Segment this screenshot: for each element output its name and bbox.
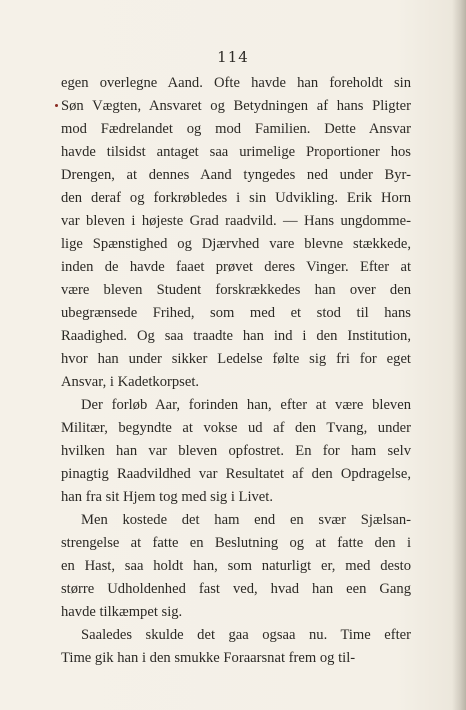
text-line: større Udholdenhed fast ved, hvad han een Gang xyxy=(61,581,411,597)
text-line: Time gik han i den smukke Foraarsnat frem og til- xyxy=(61,650,356,666)
text-line: var bleven i højeste Grad raadvild. — Hans ungdomme- xyxy=(61,213,411,229)
text-line: hvor han under sikker Ledelse følte sig fri for eget xyxy=(61,351,411,367)
text-line: pinagtig Raadvildhed var Resultatet af den Opdragelse, xyxy=(61,466,411,482)
page-number: 114 xyxy=(217,48,249,66)
text-line: egen overlegne Aand. Ofte havde han foreholdt sin xyxy=(61,75,411,91)
text-line: han fra sit Hjem tog med sig i Livet. xyxy=(61,489,273,505)
paragraph xyxy=(61,509,411,624)
text-line: lige Spænstighed og Djærvhed vare blevne stækkede, xyxy=(61,236,411,252)
paragraph xyxy=(61,624,411,670)
text-line: Militær, begyndte at vokse ud af den Tvang, under xyxy=(61,420,411,436)
text-line: inden de havde faaet prøvet deres Vinger. Efter at xyxy=(61,259,411,275)
paragraph xyxy=(61,394,411,509)
text-line: en Hast, saa holdt han, som naturligt er, med desto xyxy=(61,558,411,574)
text-line: havde tilkæmpet sig. xyxy=(61,604,183,620)
text-line: være bleven Student forskrækkedes han over den xyxy=(61,282,411,298)
text-line: mod Fædrelandet og mod Familien. Dette Ansvar xyxy=(61,121,411,137)
body-text xyxy=(61,72,411,670)
text-line: den deraf og forkrøbledes i sin Udvikling. Erik Horn xyxy=(61,190,411,206)
text-line: Søn Vægten, Ansvaret og Betydningen af hans Pligter xyxy=(61,98,411,114)
text-line: Ansvar, i Kadetkorpset. xyxy=(61,374,200,390)
text-line: havde tilsidst antaget saa urimelige Proportioner hos xyxy=(61,144,411,160)
text-line: Raadighed. Og saa traadte han ind i den Institution, xyxy=(61,328,411,344)
text-line: Drengen, at dennes Aand tyngedes ned under Byr- xyxy=(61,167,411,183)
text-line: ubegrænsede Frihed, som med et stod til hans xyxy=(61,305,411,321)
text-line: Der forløb Aar, forinden han, efter at være bleven xyxy=(81,397,411,413)
page-edge-shadow xyxy=(452,0,466,710)
text-line: hvilken han var bleven opfostret. En for ham selv xyxy=(61,443,411,459)
paragraph xyxy=(61,72,411,394)
text-line: strengelse at fatte en Beslutning og at fatte den i xyxy=(61,535,411,551)
text-line: Saaledes skulde det gaa ogsaa nu. Time efter xyxy=(81,627,411,643)
margin-mark xyxy=(55,104,58,107)
text-line: Men kostede det ham end en svær Sjælsan- xyxy=(81,512,411,528)
